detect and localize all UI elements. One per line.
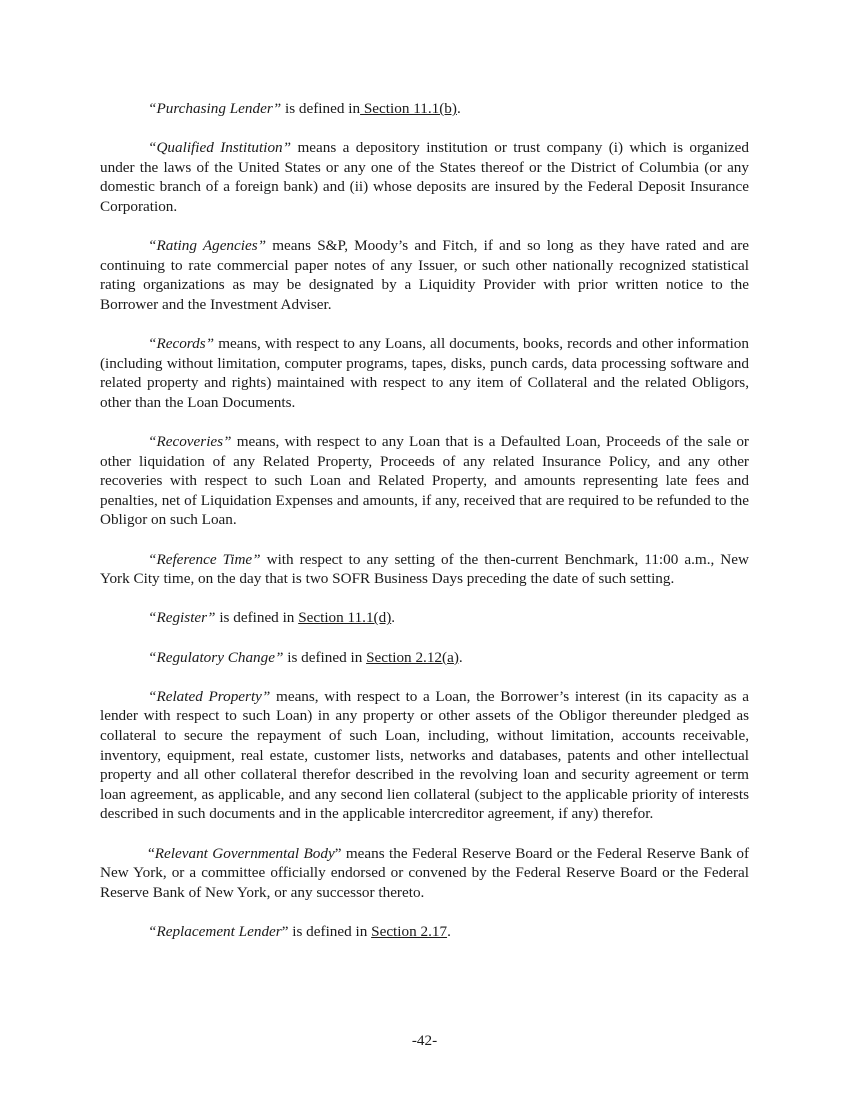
definition-text: with respect to any setting of the then-current Benchmark, 11:00 a.m., New York City time, on the day that is two SOFR Business Days preceding the date of such setting. xyxy=(100,550,749,588)
section-reference-link[interactable]: Section 11.1(d) xyxy=(298,609,392,627)
defined-term: “Regulatory Change” xyxy=(148,648,284,666)
definition-relevant-governmental-body: “Relevant Governmental Body” means the Federal Reserve Board or the Federal Reserve Bank of New York, or a committee officially endorsed or convened by the Federal Reserve Board or the Federal Reserve Bank of New York, or any successor thereto. xyxy=(100,844,749,901)
definition-text: means the Federal Reserve Board or the Federal Reserve Bank of New York, or a committee officially endorsed or convened by the Federal Reserve Board or the Federal Reserve Bank of New York, or any successor thereto. xyxy=(100,844,749,901)
defined-term: “Records” xyxy=(148,335,215,353)
page-number: -42- xyxy=(411,1032,438,1049)
defined-term: “Replacement Lender xyxy=(148,922,282,940)
definition-text: is defined in xyxy=(283,648,367,666)
definition-rating-agencies xyxy=(100,236,749,314)
definition-reference-time xyxy=(100,550,749,589)
defined-term: Relevant Governmental Body xyxy=(154,844,335,862)
definition-text: means, with respect to any Loans, all documents, books, records and other information (including without limitation, computer programs, tapes, disks, punch cards, data processing software and related property and rights) maintained with respect to any item of Collateral and the related Obligors, other than the Loan Documents. xyxy=(100,335,749,411)
definition-text: means S&P, Moody’s and Fitch, if and so long as they have rated and are continuing to rate commercial paper notes of any Issuer, or such other nationally recognized statistical rating organizations as may be designated by a Liquidity Provider with prior written notice to the Borrower and the Investment Adviser. xyxy=(100,237,749,313)
definition-related-property xyxy=(100,687,749,824)
section-reference-link[interactable]: Section 11.1(b) xyxy=(360,100,457,117)
definition-register: “Register” is defined in Section 11.1(d). xyxy=(148,609,396,627)
section-reference-link[interactable]: Section 2.17 xyxy=(371,922,448,940)
defined-term: “Related Property” xyxy=(148,687,271,705)
definition-text: means a depository institution or trust company (i) which is organized under the laws of the United States or any one of the States thereof or the District of Columbia (or any domestic branch of a foreign bank) and (ii) whose deposits are insured by the Federal Deposit Insurance Corporation. xyxy=(100,139,750,215)
defined-term: “Qualified Institution” xyxy=(148,139,292,157)
definition-text: is defined in xyxy=(281,100,361,117)
definition-replacement-lender: “Replacement Lender” is defined in Section 2.17. xyxy=(148,922,451,940)
defined-term: “Reference Time” xyxy=(148,550,261,568)
defined-term: “Recoveries” xyxy=(148,433,232,451)
definition-recoveries xyxy=(100,432,749,530)
definition-text: means, with respect to a Loan, the Borrower’s interest (in its capacity as a lender with respect to such Loan) in any property or other assets of the Obligor thereunder pledged as collateral to secure the repayment of such Loan, including, without limitation, accounts receivable, inventory, equipment, real estate, customer lists, networks and databases, patents and other intellectual property and all other collateral therefor described in the revolving loan and security agreement or term loan agreement, as applicable, and any second lien collateral (subject to the applicable priority of interests described in such documents and in the applicable intercreditor agreement, if any) therefor. xyxy=(100,687,749,823)
defined-term: “Rating Agencies” xyxy=(148,237,267,255)
definition-qualified-institution xyxy=(100,138,749,216)
defined-term: “Purchasing Lender” xyxy=(148,100,282,117)
definition-records xyxy=(100,334,749,412)
definition-purchasing-lender: “Purchasing Lender” is defined in Section 11.1(b). xyxy=(148,100,461,117)
definition-text: is defined in xyxy=(288,922,372,940)
definition-text: is defined in xyxy=(215,609,299,627)
defined-term: “Register” xyxy=(148,609,216,627)
section-reference-link[interactable]: Section 2.12(a) xyxy=(366,648,459,666)
definition-text: means, with respect to any Loan that is a Defaulted Loan, Proceeds of the sale or other liquidation of any Related Property, Proceeds of any related Insurance Policy, and any other recoveries with respect to such Loan and Related Property, and amounts representing late fees and penalties, net of Liquidation Expenses and amounts, if any, received that are required to be refunded to the Obligor on such Loan. xyxy=(100,433,749,529)
document-page xyxy=(100,99,749,961)
definition-regulatory-change: “Regulatory Change” is defined in Section 2.12(a). xyxy=(148,648,463,666)
